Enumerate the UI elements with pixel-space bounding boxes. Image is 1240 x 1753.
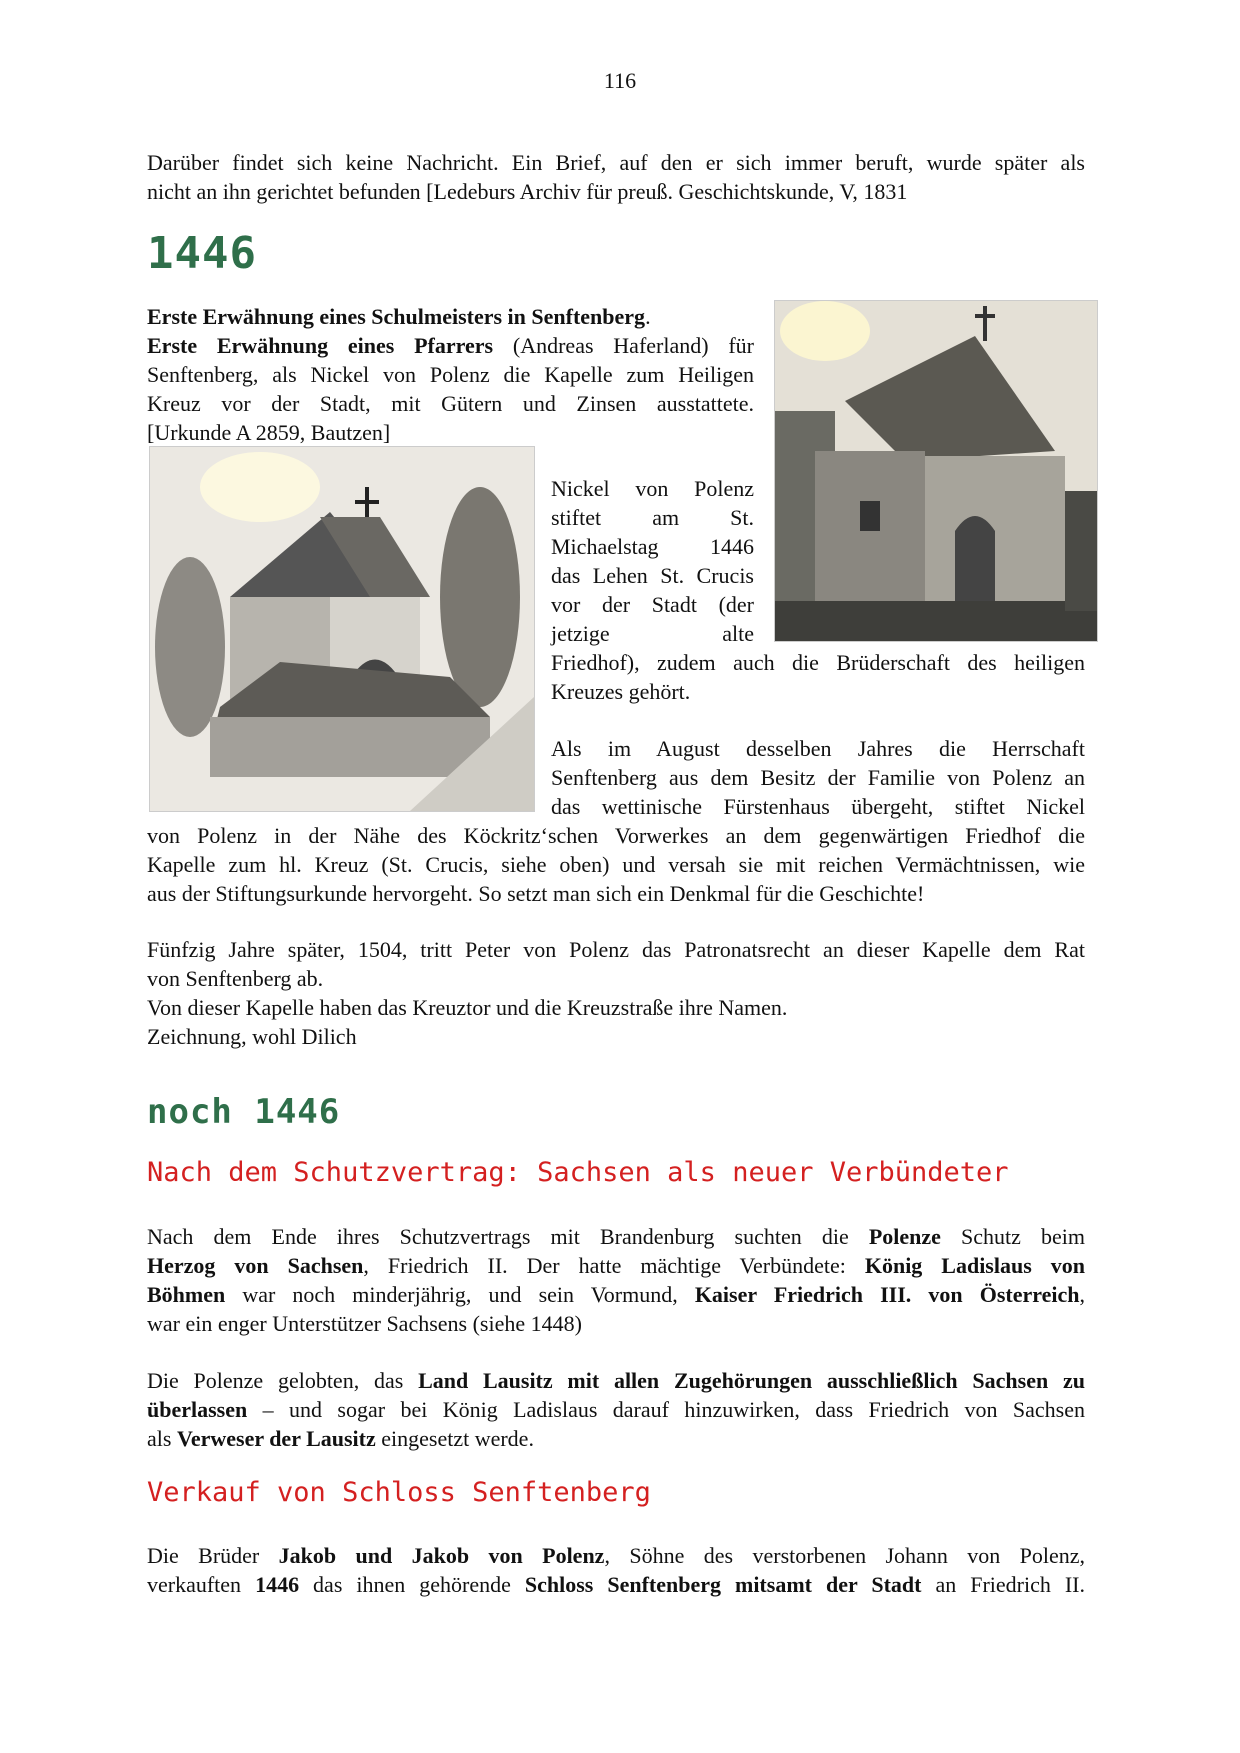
text: , Söhne des verstorbenen Johann von Polenz, bbox=[604, 1543, 1085, 1568]
text-line: Friedhof), zudem auch die Brüderschaft des heiligen bbox=[551, 650, 1085, 675]
period: . bbox=[645, 304, 651, 329]
chapel-drawing-right bbox=[774, 300, 1098, 642]
text-line: von Polenz in der Nähe des Köckritz‘schen Vorwerkes an dem gegenwärtigen Friedhof die bbox=[147, 823, 1085, 848]
bold-text: Polenze bbox=[868, 1224, 941, 1249]
text-line: Kreuz vor der Stadt, mit Gütern und Zinsen ausstattete. bbox=[147, 391, 754, 416]
chapel-drawing-left bbox=[149, 446, 535, 812]
intro-line: Darüber findet sich keine Nachricht. Ein Brief, auf den er sich immer beruft, wurde später als bbox=[147, 150, 1085, 175]
text-line: Senftenberg, als Nickel von Polenz die Kapelle zum Heiligen bbox=[147, 362, 754, 387]
bold-text: überlassen bbox=[147, 1397, 248, 1422]
bold-text: Verweser der Lausitz bbox=[176, 1426, 376, 1451]
text: als bbox=[147, 1426, 177, 1451]
bold-text: Kaiser Friedrich III. von Österreich bbox=[694, 1282, 1080, 1307]
chapel-sketch-svg bbox=[775, 301, 1097, 641]
text-line: das Lehen St. Crucis bbox=[551, 563, 754, 588]
text-line: das wettinische Fürstenhaus übergeht, stiftet Nickel bbox=[551, 794, 1085, 819]
paragraph-august-full bbox=[147, 821, 1085, 908]
text: Die Polenze gelobten, das bbox=[147, 1368, 419, 1393]
bold-text: Schloss Senftenberg mitsamt der Stadt bbox=[524, 1572, 922, 1597]
bold-text: König Ladislaus von bbox=[864, 1253, 1085, 1278]
text: eingesetzt werde. bbox=[375, 1426, 534, 1451]
text: Schutz beim bbox=[940, 1224, 1085, 1249]
text-line: Nickel von Polenz bbox=[551, 476, 754, 501]
paragraph-verkauf bbox=[147, 1541, 1085, 1599]
text: war noch minderjährig, und sein Vormund, bbox=[225, 1282, 695, 1307]
bold-text: Jakob und Jakob von Polenz bbox=[278, 1543, 605, 1568]
paragraph-first-mentions bbox=[147, 302, 754, 447]
paragraph-endowment-narrow bbox=[551, 474, 754, 648]
text: (Andreas Haferland) für bbox=[493, 333, 754, 358]
bold-text: 1446 bbox=[255, 1572, 300, 1597]
bold-text: Herzog von Sachsen bbox=[147, 1253, 364, 1278]
text-line: [Urkunde A 2859, Bautzen] bbox=[147, 420, 391, 445]
text: an Friedrich II. bbox=[921, 1572, 1085, 1597]
text-line: von Senftenberg ab. bbox=[147, 966, 324, 991]
paragraph-fifty-years bbox=[147, 935, 1085, 1051]
text-line: war ein enger Unterstützer Sachsens (siehe 1448) bbox=[147, 1311, 582, 1336]
text: das ihnen gehörende bbox=[299, 1572, 525, 1597]
bold-pastor: Erste Erwähnung eines Pfarrers bbox=[147, 333, 494, 358]
intro-paragraph bbox=[147, 148, 1085, 206]
year-heading-1446: 1446 bbox=[147, 228, 257, 279]
text-line: Zeichnung, wohl Dilich bbox=[147, 1024, 357, 1049]
intro-line: nicht an ihn gerichtet befunden [Ledeburs Archiv für preuß. Geschichtskunde, V, 1831 bbox=[147, 179, 908, 204]
text-line: jetzige alte bbox=[551, 621, 754, 646]
text: verkauften bbox=[147, 1572, 256, 1597]
paragraph-gelobten bbox=[147, 1366, 1085, 1453]
text-line: Als im August desselben Jahres die Herrschaft bbox=[551, 736, 1085, 761]
page-number: 116 bbox=[603, 68, 637, 93]
text: – und sogar bei König Ladislaus darauf hinzuwirken, dass Friedrich von Sachsen bbox=[247, 1397, 1085, 1422]
text-line: stiftet am St. bbox=[551, 505, 754, 530]
text: Die Brüder bbox=[147, 1543, 279, 1568]
text: Nach dem Ende ihres Schutzvertrags mit Brandenburg suchten die bbox=[147, 1224, 869, 1249]
text-line: Kapelle zum hl. Kreuz (St. Crucis, siehe oben) und versah sie mit reichen Vermächtnissen, wie bbox=[147, 852, 1085, 877]
text-line: aus der Stiftungsurkunde hervorgeht. So setzt man sich ein Denkmal für die Geschichte! bbox=[147, 881, 925, 906]
bold-text: Land Lausitz mit allen Zugehörungen ausschließlich Sachsen zu bbox=[418, 1368, 1085, 1393]
bold-schoolmaster: Erste Erwähnung eines Schulmeisters in Senftenberg bbox=[147, 304, 646, 329]
chapel-sketch-svg bbox=[150, 447, 534, 811]
text-line: Fünfzig Jahre später, 1504, tritt Peter von Polenz das Patronatsrecht an dieser Kapelle dem Rat bbox=[147, 937, 1085, 962]
paragraph-schutz bbox=[147, 1222, 1085, 1338]
bold-text: Böhmen bbox=[147, 1282, 226, 1307]
text: , Friedrich II. Der hatte mächtige Verbündete: bbox=[363, 1253, 865, 1278]
subheading-schutzvertrag: Nach dem Schutzvertrag: Sachsen als neuer Verbündeter bbox=[147, 1157, 1009, 1188]
subheading-verkauf: Verkauf von Schloss Senftenberg bbox=[147, 1477, 651, 1508]
year-heading-noch-1446: noch 1446 bbox=[147, 1092, 341, 1132]
text-line: Michaelstag 1446 bbox=[551, 534, 754, 559]
text: , bbox=[1079, 1282, 1085, 1307]
text-line: Von dieser Kapelle haben das Kreuztor und die Kreuzstraße ihre Namen. bbox=[147, 995, 788, 1020]
text-line: vor der Stadt (der bbox=[551, 592, 754, 617]
paragraph-august-wide bbox=[551, 734, 1085, 821]
text-line: Kreuzes gehört. bbox=[551, 679, 691, 704]
text-line: Senftenberg aus dem Besitz der Familie von Polenz an bbox=[551, 765, 1085, 790]
paragraph-endowment-wide bbox=[551, 648, 1085, 706]
